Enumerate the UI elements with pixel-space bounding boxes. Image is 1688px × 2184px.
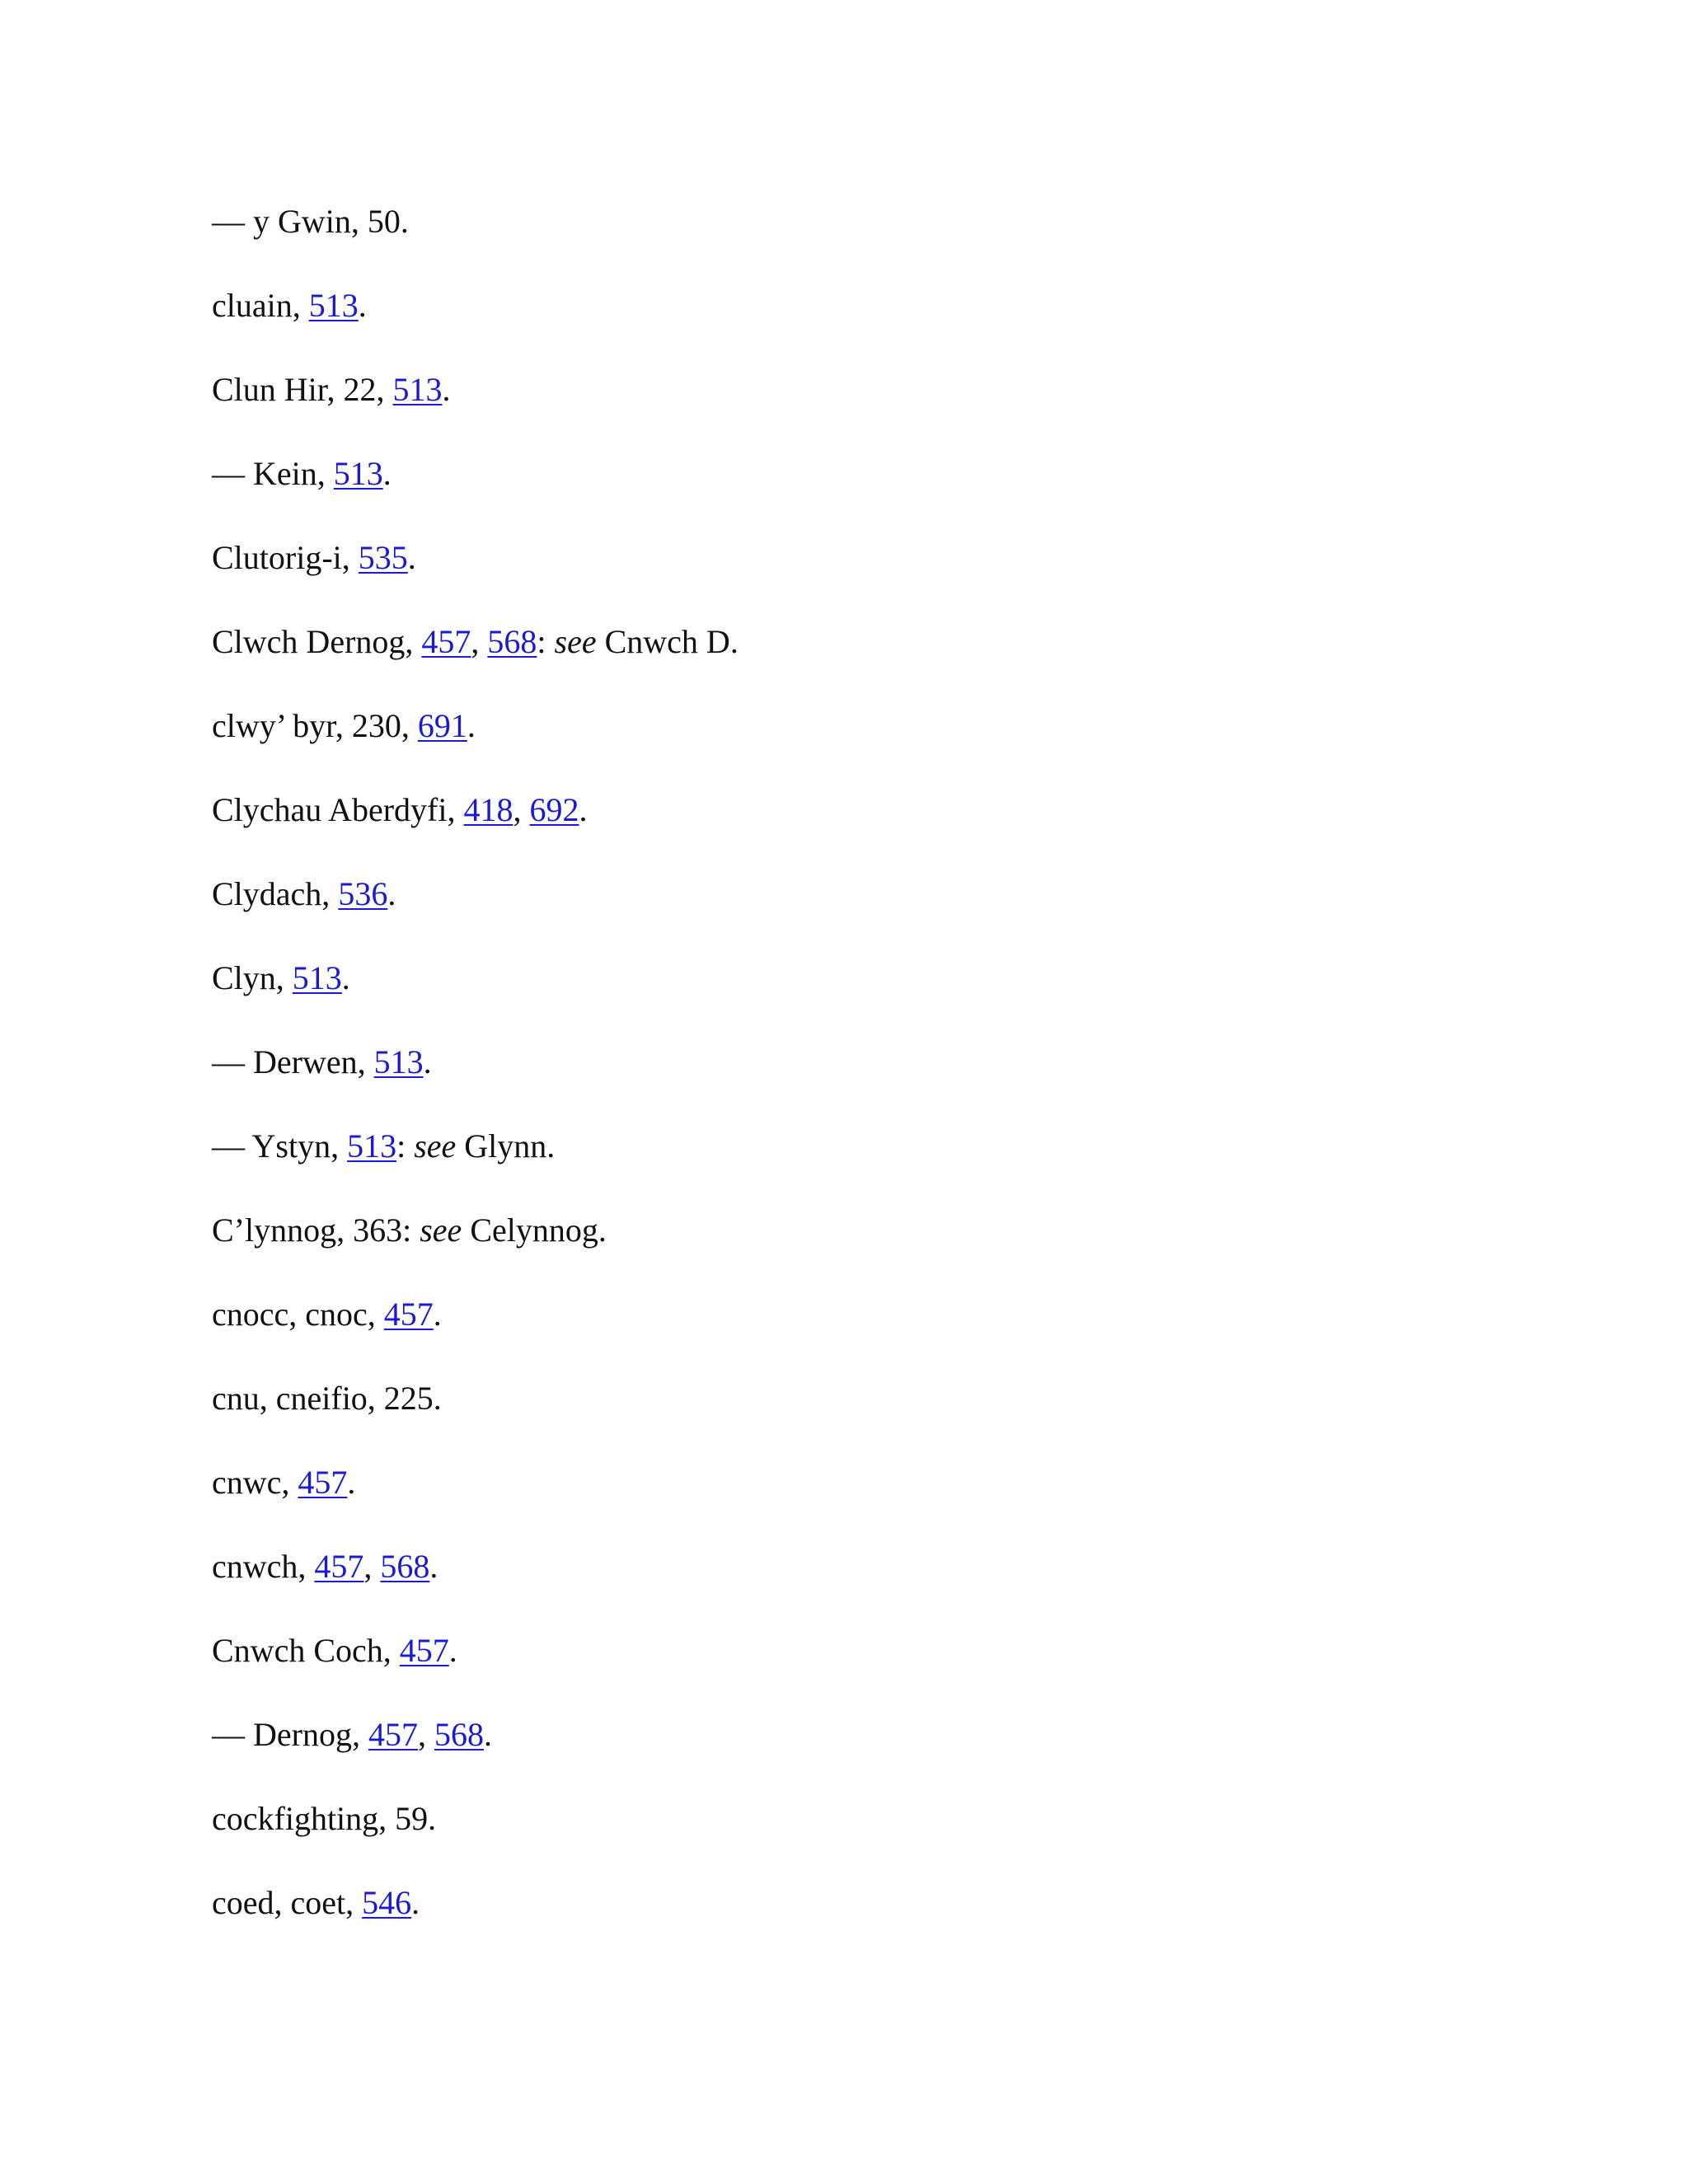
entry-text: Cnwch Coch, [212, 1632, 400, 1669]
index-entry [212, 1457, 738, 1541]
entry-text: . [433, 1296, 442, 1333]
entry-text: Clun Hir, 22, [212, 371, 393, 408]
index-entry [212, 1625, 738, 1709]
entry-text: . [347, 1464, 356, 1501]
page-reference-link[interactable]: 457 [298, 1464, 348, 1501]
see-reference-text: see [420, 1212, 462, 1249]
index-entry [212, 1037, 738, 1121]
entry-text: cockfighting, 59. [212, 1800, 437, 1837]
entry-text: . [341, 959, 350, 996]
page-reference-link[interactable]: 513 [373, 1043, 424, 1080]
entry-text: . [358, 287, 367, 324]
entry-text: cluain, [212, 287, 309, 324]
page-reference-link[interactable]: 513 [292, 959, 342, 996]
entry-text: C’lynnog, 363: [212, 1212, 420, 1249]
page-reference-link[interactable]: 513 [308, 287, 359, 324]
entry-text: : [537, 623, 555, 660]
index-entry [212, 869, 738, 953]
entry-text: . [382, 455, 392, 492]
entry-text: cnwch, [212, 1548, 315, 1585]
entry-text: — Ystyn, [212, 1127, 348, 1165]
page-reference-link[interactable]: 536 [338, 875, 388, 912]
index-entry [212, 1793, 738, 1877]
entry-text: . [387, 875, 396, 912]
entry-text: . [579, 791, 588, 828]
entry-text: clwy’ byr, 230, [212, 707, 418, 744]
entry-text: . [407, 539, 416, 576]
entry-text: . [448, 1632, 457, 1669]
index-entry [212, 1877, 738, 1961]
entry-text: , [471, 623, 488, 660]
entry-text: . [423, 1043, 432, 1080]
entry-text: , [417, 1716, 434, 1753]
page-reference-link[interactable]: 457 [399, 1632, 449, 1669]
page-reference-link[interactable]: 692 [529, 791, 579, 828]
index-entry [212, 448, 738, 532]
page-reference-link[interactable]: 513 [392, 371, 443, 408]
entry-text: — Dernog, [212, 1716, 368, 1753]
entry-text: , [363, 1548, 381, 1585]
entry-text: , [513, 791, 530, 828]
entry-text: . [442, 371, 451, 408]
index-entry [212, 701, 738, 785]
entry-text: Clyn, [212, 959, 293, 996]
index-entry [212, 1205, 738, 1289]
entry-text: cnwc, [212, 1464, 298, 1501]
entry-text: — y Gwin, 50. [212, 203, 409, 240]
page-reference-link[interactable]: 513 [347, 1127, 397, 1165]
entry-text: Clydach, [212, 875, 339, 912]
entry-text: coed, coet, [212, 1884, 363, 1921]
index-entry [212, 785, 738, 869]
entry-text: — Kein, [212, 455, 334, 492]
entry-text: . [483, 1716, 492, 1753]
page-reference-link[interactable]: 457 [421, 623, 471, 660]
index-entry [212, 1373, 738, 1457]
page-reference-link[interactable]: 568 [487, 623, 537, 660]
entry-text: : [396, 1127, 415, 1165]
page-reference-link[interactable]: 457 [368, 1716, 418, 1753]
page-reference-link[interactable]: 513 [333, 455, 383, 492]
index-entry [212, 1709, 738, 1793]
entry-text: cnocc, cnoc, [212, 1296, 384, 1333]
page-reference-link[interactable]: 568 [434, 1716, 484, 1753]
entry-text: Glynn. [456, 1127, 556, 1165]
index-entry [212, 1289, 738, 1373]
index-entry [212, 280, 738, 364]
page-reference-link[interactable]: 568 [380, 1548, 430, 1585]
entry-text: Celynnog. [462, 1212, 607, 1249]
entry-text: . [411, 1884, 420, 1921]
entry-text: Cnwch D. [596, 623, 738, 660]
index-entry [212, 364, 738, 448]
entry-text: Clwch Dernog, [212, 623, 422, 660]
index-entry [212, 1541, 738, 1625]
entry-text: cnu, cneifio, 225. [212, 1380, 442, 1417]
entry-text: . [429, 1548, 438, 1585]
index-entry [212, 196, 738, 280]
page-reference-link[interactable]: 535 [358, 539, 408, 576]
page-reference-link[interactable]: 418 [463, 791, 513, 828]
entry-text: . [467, 707, 476, 744]
see-reference-text: see [414, 1127, 457, 1165]
index-entry [212, 616, 738, 701]
entry-text: Clutorig-i, [212, 539, 359, 576]
page-reference-link[interactable]: 546 [362, 1884, 412, 1921]
index-list [212, 196, 738, 1961]
entry-text: Clychau Aberdyfi, [212, 791, 464, 828]
index-entry [212, 953, 738, 1037]
page-reference-link[interactable]: 691 [417, 707, 467, 744]
see-reference-text: see [554, 623, 597, 660]
index-entry [212, 532, 738, 616]
page-reference-link[interactable]: 457 [314, 1548, 364, 1585]
entry-text: — Derwen, [212, 1043, 374, 1080]
page-reference-link[interactable]: 457 [383, 1296, 434, 1333]
index-entry [212, 1121, 738, 1205]
